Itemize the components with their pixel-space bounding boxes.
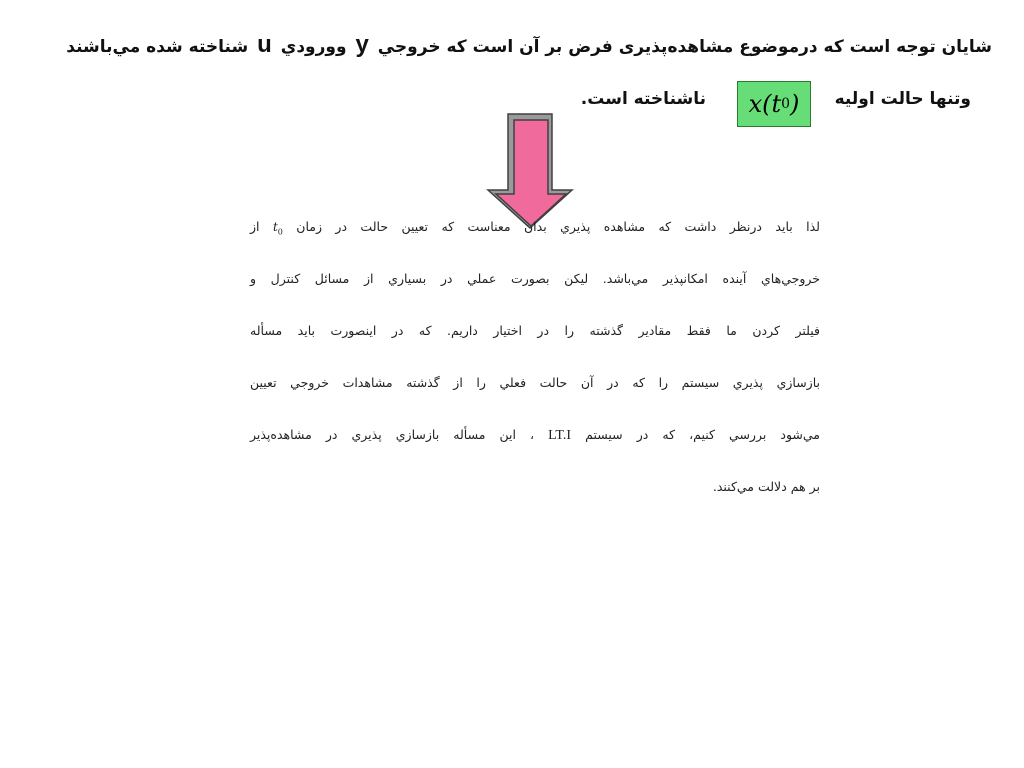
body-line-5 [250, 420, 820, 472]
body-line-5-start: مي‌شود بررسي كنيم، كه در سيستم [585, 427, 821, 442]
heading-text-3: شناخته شده مي‌باشند [66, 37, 249, 57]
body-line-5-end: ، اين مسأله بازسازي پذيري در مشاهده‌پذير [250, 427, 535, 442]
body-line-6: بر هم دلالت مي‌كنند. [712, 479, 820, 494]
variable-u: u [257, 31, 272, 58]
body-line-2: خروجي‌هاي آينده امكانپذير مي‌باشد. ليكن بصورت عملي در بسياري از مسائل كنترل و [250, 271, 820, 286]
body-line-1-end: از [250, 219, 260, 234]
lti-label: LT.I [548, 428, 572, 443]
variable-y: y [355, 31, 369, 58]
initial-state-math-box [737, 81, 811, 127]
t0-subscript: 0 [277, 227, 283, 237]
heading-line-2-right: وتنها حالت اوليه [834, 89, 971, 109]
body-line-3: فيلتر كردن ما فقط مقادير گذشته را در اختيار داريم. كه در اينصورت بايد مسأله [250, 323, 820, 338]
math-close-paren: ) [790, 90, 800, 118]
heading-text-1: شایان توجه است که درموضوع مشاهده‌پذیری فرض بر آن است که خروجي [377, 37, 992, 57]
body-line-1 [250, 212, 820, 264]
t0-symbol [272, 220, 283, 237]
body-paragraph [250, 212, 820, 524]
heading-text-2: وورودي [280, 37, 347, 57]
arrow-shape [496, 120, 566, 226]
heading-line-1 [66, 31, 992, 59]
math-subscript: 0 [781, 96, 791, 112]
body-line-1-text: لذا بايد درنظر داشت كه مشاهده پذيري بدان معناست كه تعيين حالت در زمان [296, 219, 820, 234]
t0-var: t [272, 220, 278, 234]
heading-line-2-left: ناشناخته است. [580, 89, 706, 109]
math-variable: x(t [748, 90, 782, 118]
body-line-4: بازسازي پذيري سيستم را كه در آن حالت فعلي را از گذشته مشاهدات خروجي تعيين [250, 375, 820, 390]
